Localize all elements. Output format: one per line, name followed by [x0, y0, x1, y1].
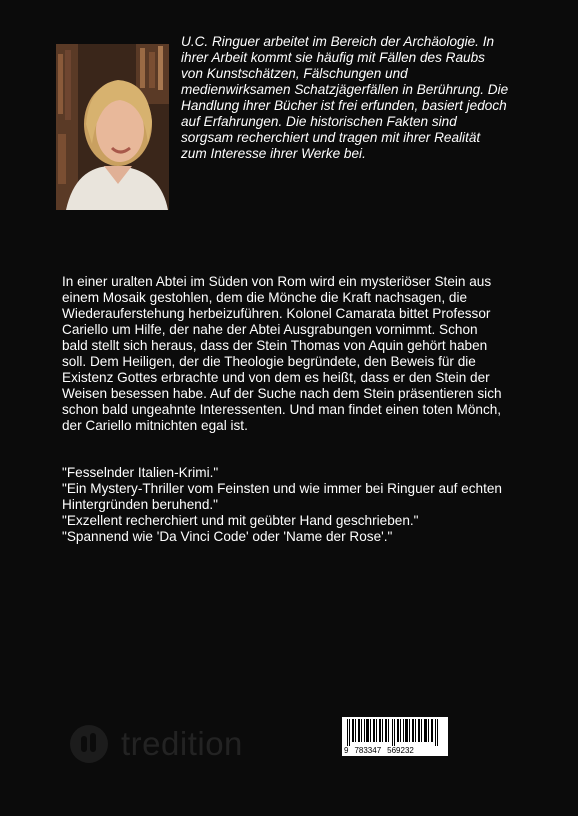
barcode-digit: 9	[344, 746, 349, 755]
barcode-digit-group: 569232	[387, 746, 414, 755]
review-quote: "Fesselnder Italien-Krimi."	[62, 465, 219, 480]
author-portrait-icon	[56, 44, 169, 210]
book-blurb: In einer uralten Abtei im Süden von Rom wird ein mysteriöser Stein aus einem Mosaik gestohlen, dem die Mönche die Kraft nachsagen, die Wiederauferstehung herbeizuführen. Kolonel Camarata bittet Professor Cariello um Hilfe, der nahe der Abtei Ausgrabungen vornimmt. Schon bald stellt sich heraus, dass der Stein Thomas von Aquin gehört haben soll. Dem Heiligen, der die Theologie begründete, den Beweis für die Existenz Gottes erbrachte und von dem es heißt, dass er den Stein der Weisen besessen habe. Auf der Suche nach dem Stein präsentieren sich schon bald ungeahnte Interessenten. Und man findet einen toten Mönch, der Cariello mitnichten egal ist.	[62, 274, 502, 433]
barcode-bars-icon	[347, 719, 443, 746]
review-quotes	[62, 465, 502, 545]
author-bio: U.C. Ringuer arbeitet im Bereich der Archäologie. In ihrer Arbeit kommt sie häufig mit Fällen des Raubs von Kunstschätzen, Fälschungen und medienwirksamen Schatzjägerfällen in Berührung. Die Handlung ihrer Bücher ist frei erfunden, basiert jedoch auf Erfahrungen. Die historischen Fakten sind sorgsam recherchiert und tragen mit ihrer Realität zum Interesse ihrer Werke bei.	[181, 34, 509, 161]
publisher-logo	[70, 724, 270, 764]
tredition-logo-icon	[70, 725, 108, 763]
barcode-digits	[344, 746, 446, 755]
author-photo	[56, 44, 169, 210]
barcode-digit-group: 783347	[354, 746, 382, 755]
review-quote: "Ein Mystery-Thriller vom Feinsten und wie immer bei Ringuer auf echten Hintergründen beruhend."	[62, 481, 502, 512]
publisher-name: tredition	[121, 725, 243, 762]
review-quote: "Exzellent recherchiert und mit geübter Hand geschrieben."	[62, 513, 419, 528]
review-quote: "Spannend wie 'Da Vinci Code' oder 'Name der Rose'."	[62, 529, 393, 544]
isbn-barcode	[342, 717, 448, 756]
